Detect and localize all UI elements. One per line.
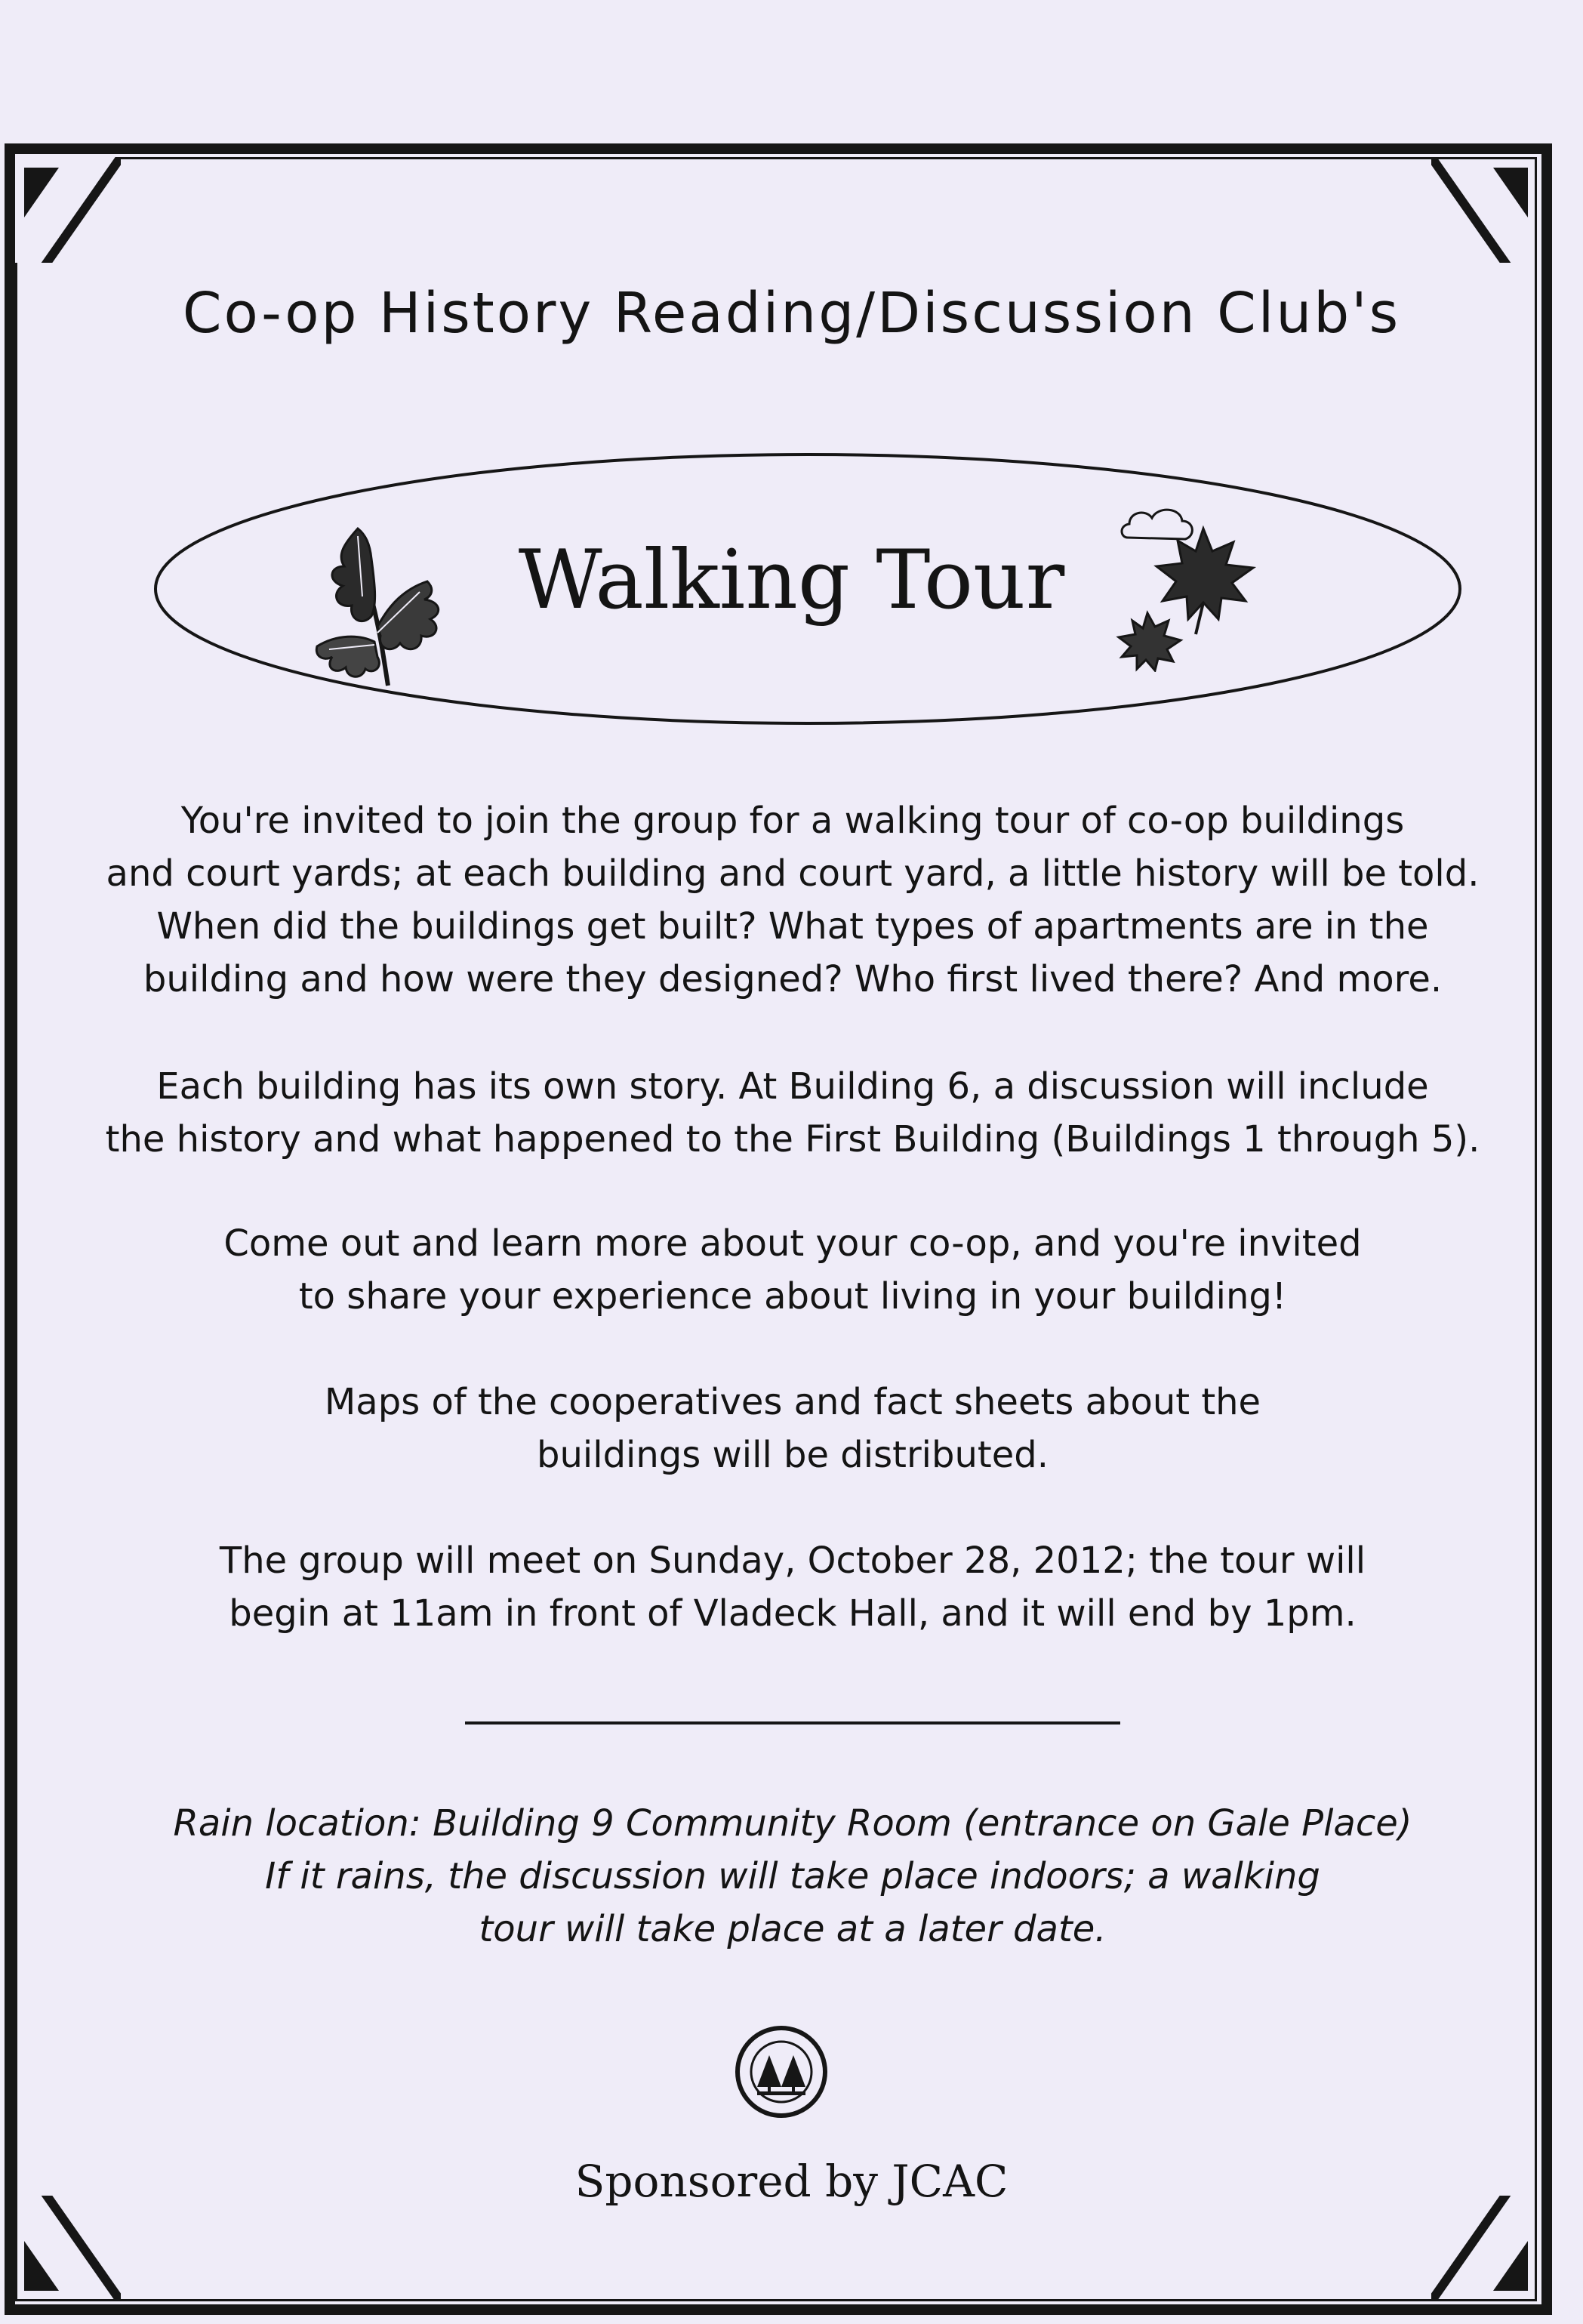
sponsor-line: Sponsored by JCAC (574, 2156, 1009, 2207)
rain-line: Rain location: Building 9 Community Room (entrance on Gale Place) (173, 1802, 1412, 1845)
rain-line: If it rains, the discussion will take place indoors; a walking (265, 1855, 1320, 1897)
building-story-paragraph (75, 1060, 1510, 1166)
maps-line: Maps of the cooperatives and fact sheets about the (324, 1381, 1261, 1423)
invitation-line: to share your experience about living in your building! (298, 1275, 1287, 1318)
schedule-line: begin at 11am in front of Vladeck Hall, and it will end by 1pm. (229, 1592, 1357, 1635)
schedule-line: The group will meet on Sunday, October 28, 2012; the tour will (219, 1540, 1366, 1582)
invitation-line: Come out and learn more about your co-op, and you're invited (223, 1222, 1362, 1265)
maps-line: buildings will be distributed. (537, 1434, 1049, 1476)
intro-line: building and how were they designed? Who first lived there? And more. (143, 958, 1443, 1000)
maps-paragraph (75, 1376, 1510, 1481)
intro-paragraph (75, 794, 1510, 1006)
corner-ornament-bottom-left (15, 2196, 121, 2301)
intro-line: When did the buildings get built? What types of apartments are in the (156, 905, 1429, 948)
corner-ornament-top-left (15, 157, 121, 263)
banner-title: Walking Tour (518, 533, 1065, 627)
building-story-line: the history and what happened to the First Building (Buildings 1 through 5). (105, 1118, 1480, 1160)
club-title: Co-op History Reading/Discussion Club's (182, 281, 1401, 346)
schedule-paragraph (75, 1534, 1510, 1640)
corner-ornament-top-right (1431, 157, 1537, 263)
corner-ornament-bottom-right (1431, 2196, 1537, 2301)
rain-line: tour will take place at a later date. (479, 1908, 1107, 1950)
invitation-paragraph (75, 1217, 1510, 1323)
intro-line: and court yards; at each building and court yard, a little history will be told. (106, 852, 1480, 895)
building-story-line: Each building has its own story. At Building 6, a discussion will include (156, 1065, 1429, 1108)
divider-rule (465, 1721, 1120, 1725)
cooperation-seal-icon (735, 2025, 828, 2119)
rain-notice (75, 1797, 1510, 1956)
intro-line: You're invited to join the group for a walking tour of co-op buildings (180, 800, 1405, 842)
